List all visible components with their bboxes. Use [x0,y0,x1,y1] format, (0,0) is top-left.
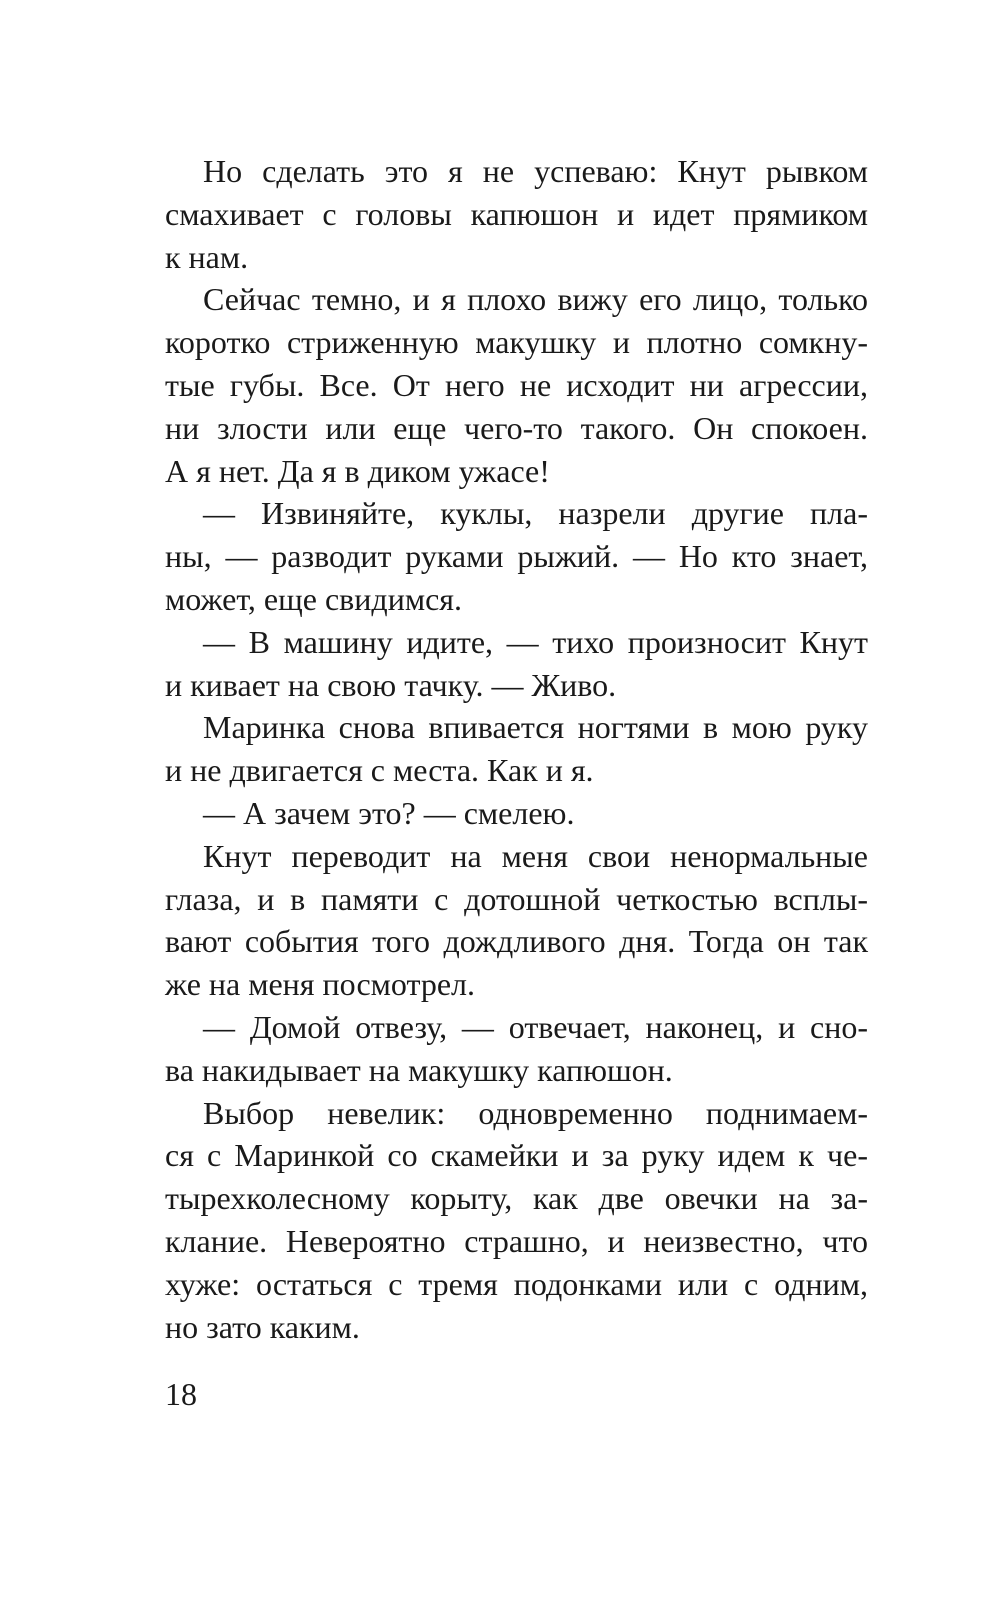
paragraph-line: ны, — разводит руками рыжий. — Но кто знает, [165,538,868,575]
paragraph-line: но зато каким. [165,1308,360,1345]
paragraph-line: Кнут переводит на меня свои ненормальные [203,837,868,874]
paragraph-line: смахивает с головы капюшон и идет прямиком [165,195,868,232]
paragraph-line: и кивает на свою тачку. — Живо. [165,666,617,703]
paragraph-line: — А зачем это? — смелею. [203,794,575,831]
paragraph-line: ни злости или еще чего-то такого. Он спокоен. [165,409,868,446]
paragraph-line: тые губы. Все. От него не исходит ни агрессии, [165,366,868,403]
paragraph-line: тырехколесному корыту, как две овечки на за- [165,1180,868,1217]
body-text [165,150,868,1348]
paragraph-line: клание. Невероятно страшно, и неизвестно, что [165,1222,868,1259]
paragraph-line: коротко стриженную макушку и плотно сомкну- [165,324,868,361]
page-number: 18 [165,1376,197,1412]
paragraph-line: вают события того дождливого дня. Тогда он так [165,923,868,960]
paragraph-line: — Домой отвезу, — отвечает, наконец, и сно- [203,1008,868,1045]
paragraph-line: — Извиняйте, куклы, назрели другие пла- [203,495,868,532]
paragraph-line: глаза, и в памяти с дотошной четкостью всплы- [165,880,868,917]
paragraph-line: к нам. [165,238,249,275]
paragraph-line: же на меня посмотрел. [165,966,476,1003]
paragraph-line: и не двигается с места. Как и я. [165,752,594,789]
paragraph-line: хуже: остаться с тремя подонками или с одним, [165,1265,868,1302]
paragraph-line: Но сделать это я не успеваю: Кнут рывком [203,153,868,189]
paragraph-line: ся с Маринкой со скамейки и за руку идем к че- [165,1137,868,1174]
paragraph-line: — В машину идите, — тихо произносит Кнут [203,623,868,660]
paragraph-line: может, еще свидимся. [165,580,462,617]
paragraph-line: Сейчас темно, и я плохо вижу его лицо, только [203,281,868,318]
paragraph-line: А я нет. Да я в диком ужасе! [165,452,550,489]
paragraph-line: ва накидывает на макушку капюшон. [165,1051,673,1088]
paragraph-line: Маринка снова впивается ногтями в мою руку [203,709,868,746]
paragraph-line: Выбор невелик: одновременно поднимаем- [203,1094,868,1131]
